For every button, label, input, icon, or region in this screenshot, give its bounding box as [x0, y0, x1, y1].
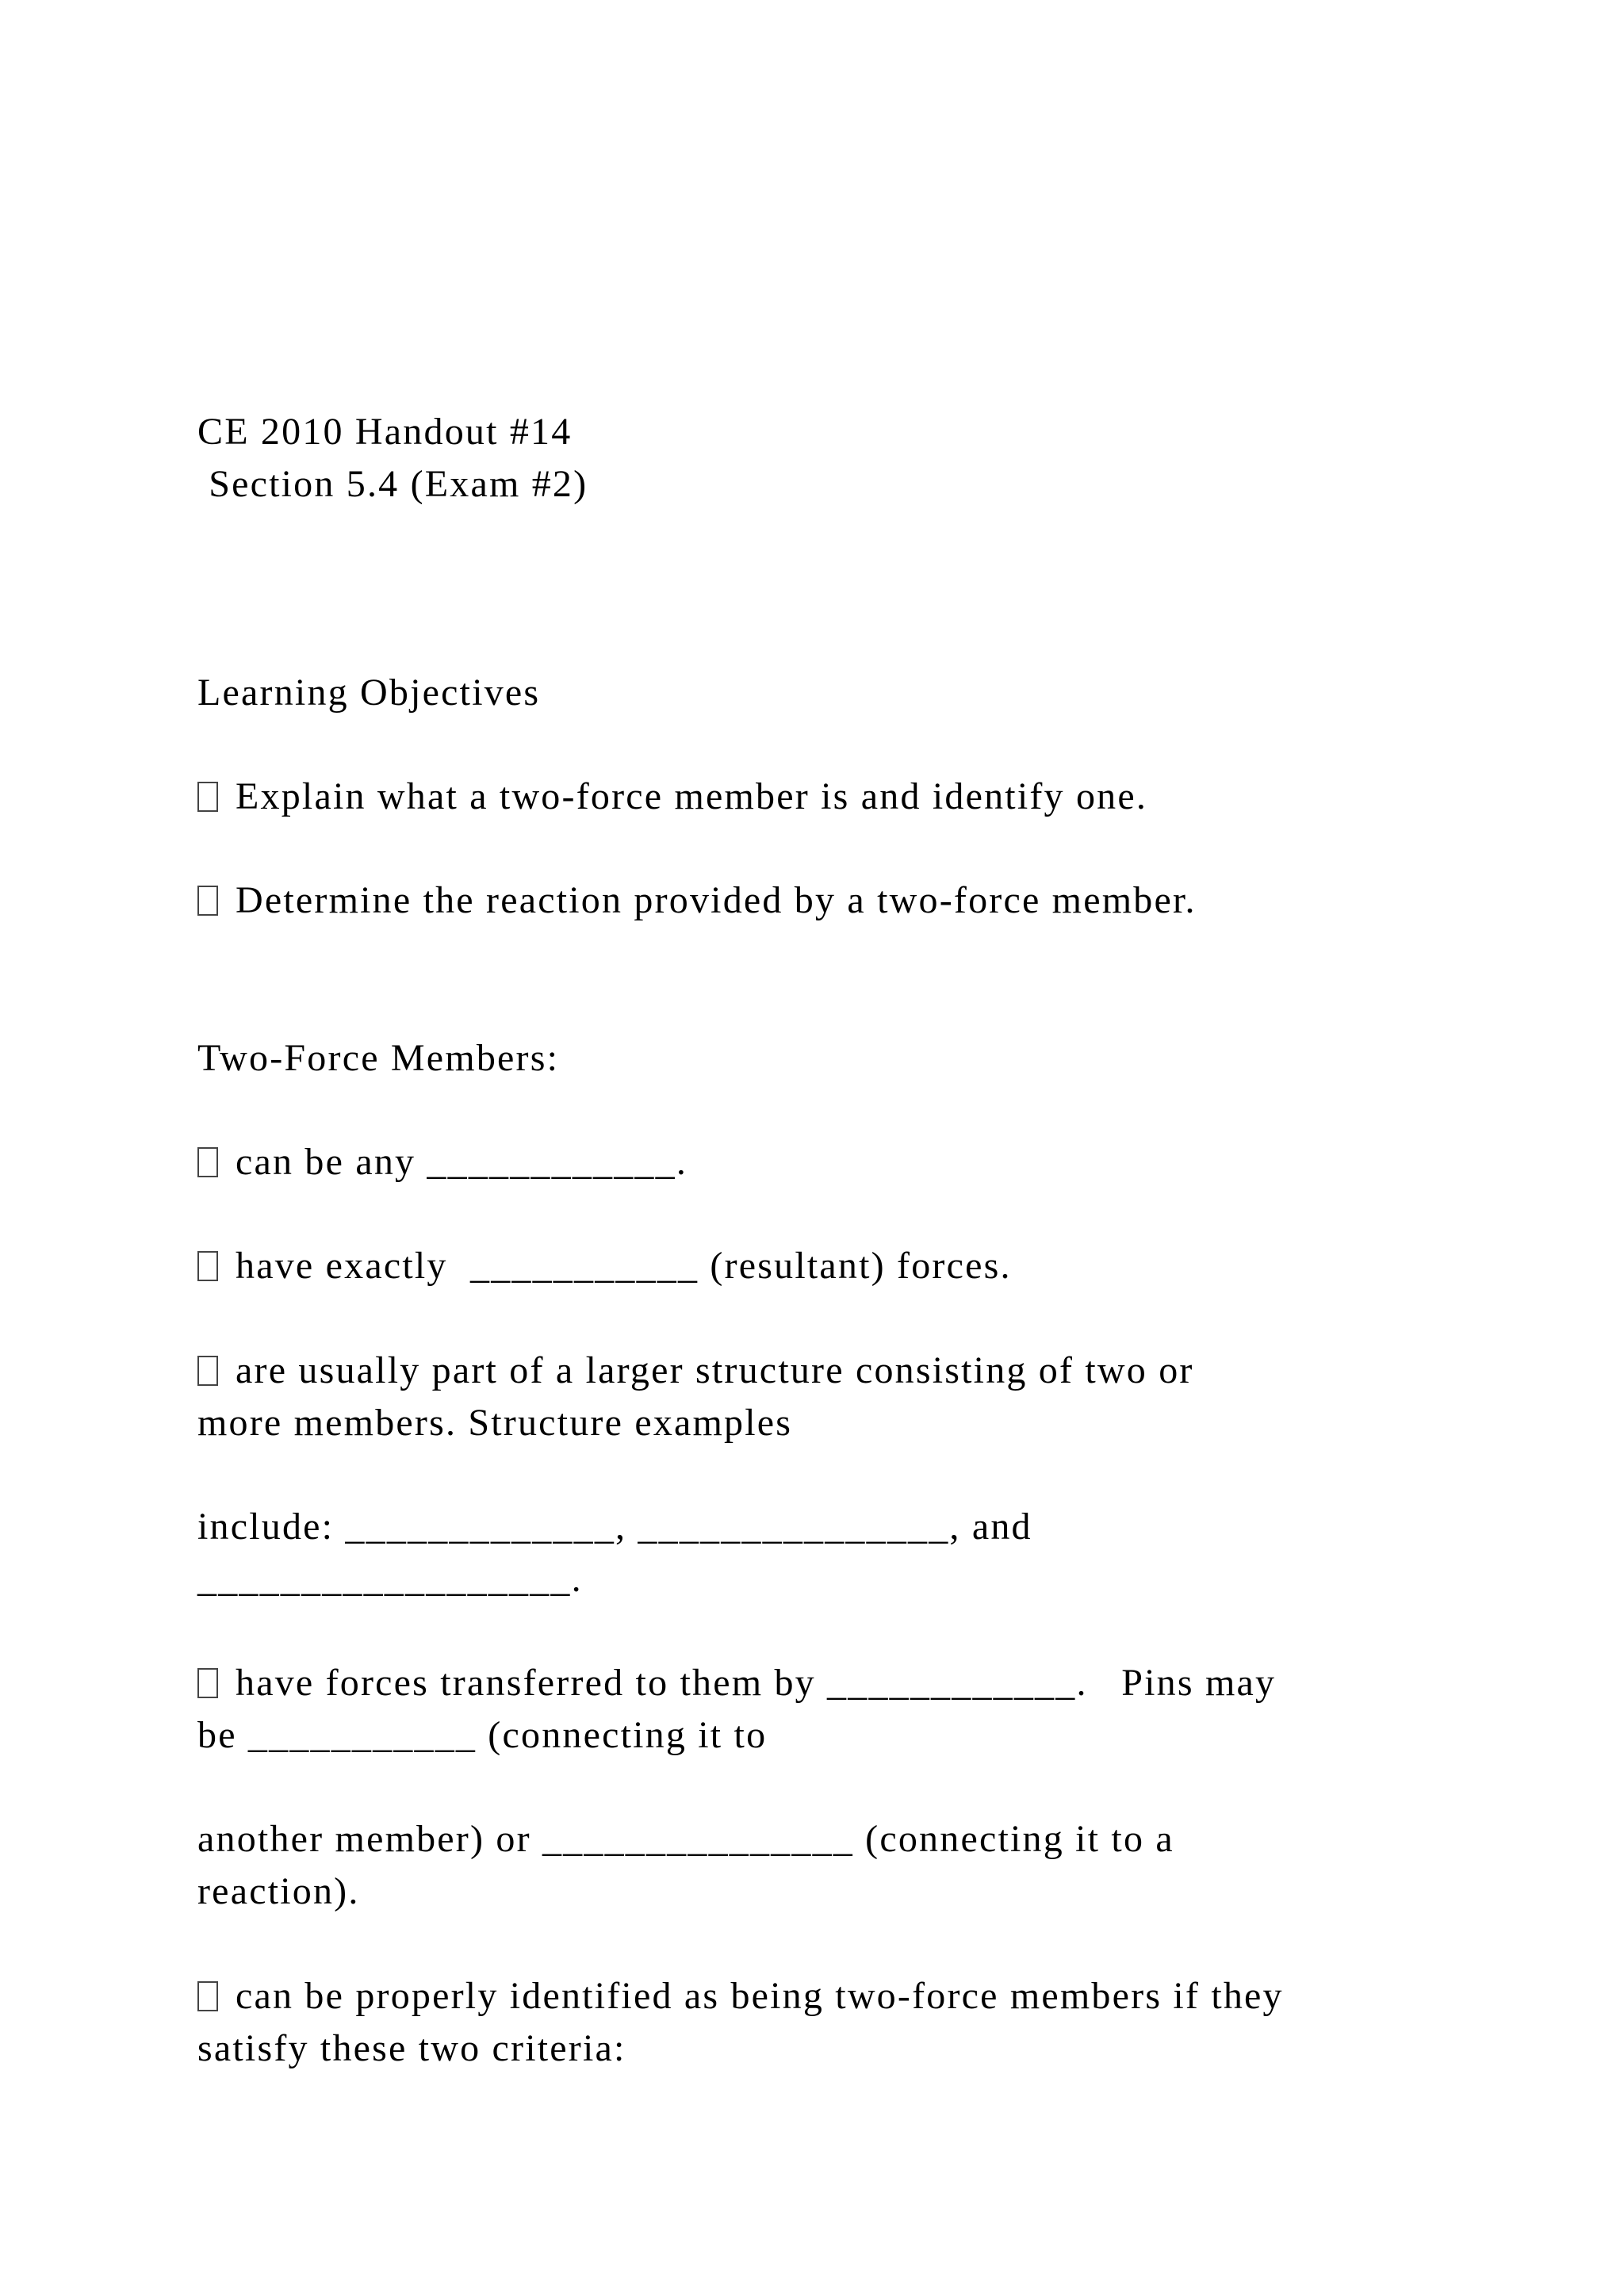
course-title: CE 2010 Handout #14	[197, 411, 573, 453]
two-force-text-4a: have forces transferred to them by ____________. Pins may	[236, 1662, 1277, 1704]
objective-text-1: Explain what a two-force member is and identify one.	[236, 775, 1148, 817]
missing-glyph-box-icon	[197, 1668, 218, 1698]
two-force-text-3c: include: _____________, _______________, and	[197, 1506, 1032, 1548]
missing-glyph-box-icon	[197, 1356, 218, 1386]
two-force-item-3	[197, 1345, 1194, 1397]
two-force-text-3b: more members. Structure examples	[197, 1402, 793, 1444]
two-force-text-4d: reaction).	[197, 1870, 360, 1912]
two-force-item-2	[197, 1240, 1012, 1292]
missing-glyph-box-icon	[197, 1147, 218, 1177]
objective-text-2: Determine the reaction provided by a two-force member.	[236, 879, 1197, 921]
missing-glyph-box-icon	[197, 1981, 218, 2011]
objective-item-1	[197, 771, 1147, 823]
two-force-text-5b: satisfy these two criteria:	[197, 2027, 626, 2069]
two-force-text-4b: be ___________ (connecting it to	[197, 1714, 768, 1756]
two-force-text-4c: another member) or _______________ (connecting it to a	[197, 1818, 1174, 1860]
two-force-item-5	[197, 1970, 1284, 2022]
missing-glyph-box-icon	[197, 1251, 218, 1281]
two-force-item-4	[197, 1657, 1276, 1709]
two-force-heading: Two-Force Members:	[197, 1037, 560, 1079]
two-force-text-1: can be any ____________.	[236, 1141, 688, 1183]
two-force-text-3d: __________________.	[197, 1558, 583, 1600]
section-subtitle: Section 5.4 (Exam #2)	[197, 463, 588, 505]
two-force-text-5a: can be properly identified as being two-force members if they	[236, 1975, 1284, 2017]
learning-objectives-heading: Learning Objectives	[197, 672, 541, 714]
objective-item-2	[197, 874, 1197, 927]
two-force-text-2: have exactly ___________ (resultant) forces.	[236, 1245, 1012, 1287]
missing-glyph-box-icon	[197, 782, 218, 812]
two-force-item-1	[197, 1136, 688, 1188]
missing-glyph-box-icon	[197, 886, 218, 916]
two-force-text-3a: are usually part of a larger structure consisting of two or	[236, 1349, 1194, 1391]
